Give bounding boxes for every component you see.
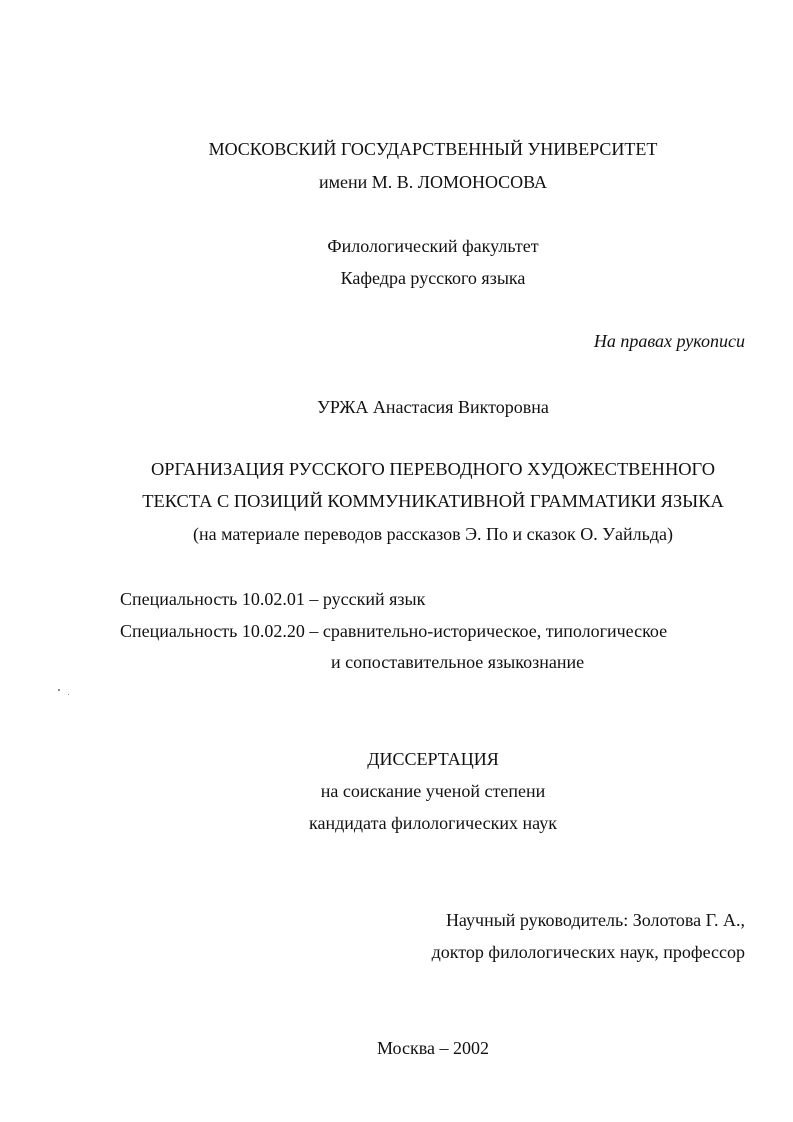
- degree-purpose: на соискание ученой степени: [320, 781, 546, 801]
- specialty-second-line-1: Специальность 10.02.20 – сравнительно-историческое, типологическое: [120, 621, 668, 641]
- specialty-first: Специальность 10.02.01 – русский язык: [120, 589, 426, 609]
- dissertation-subtitle: (на материале переводов рассказов Э. По и сказок О. Уайльда): [193, 524, 673, 544]
- dissertation-title-line-2: ТЕКСТА С ПОЗИЦИЙ КОММУНИКАТИВНОЙ ГРАММАТИКИ ЯЗЫКА: [142, 491, 724, 511]
- dissertation-title-line-1: ОРГАНИЗАЦИЯ РУССКОГО ПЕРЕВОДНОГО ХУДОЖЕСТВЕННОГО: [151, 459, 715, 479]
- scan-speck: [58, 689, 60, 691]
- university-named-after: имени М. В. ЛОМОНОСОВА: [318, 172, 548, 192]
- specialty-second-line-2: и сопоставительное языкознание: [331, 652, 585, 672]
- author-name: УРЖА Анастасия Викторовна: [317, 397, 549, 417]
- place-and-year: Москва – 2002: [377, 1038, 489, 1058]
- faculty-name: Филологический факультет: [327, 236, 539, 256]
- manuscript-note: На правах рукописи: [593, 331, 745, 351]
- department-name: Кафедра русского языка: [340, 268, 526, 288]
- university-name: МОСКОВСКИЙ ГОСУДАРСТВЕННЫЙ УНИВЕРСИТЕТ: [208, 139, 658, 159]
- document-type-heading: ДИССЕРТАЦИЯ: [367, 749, 499, 769]
- advisor-credentials: доктор филологических наук, профессор: [431, 942, 745, 962]
- scan-speck: [68, 694, 69, 695]
- degree-title: кандидата филологических наук: [309, 813, 557, 833]
- advisor-name: Научный руководитель: Золотова Г. А.,: [445, 910, 745, 930]
